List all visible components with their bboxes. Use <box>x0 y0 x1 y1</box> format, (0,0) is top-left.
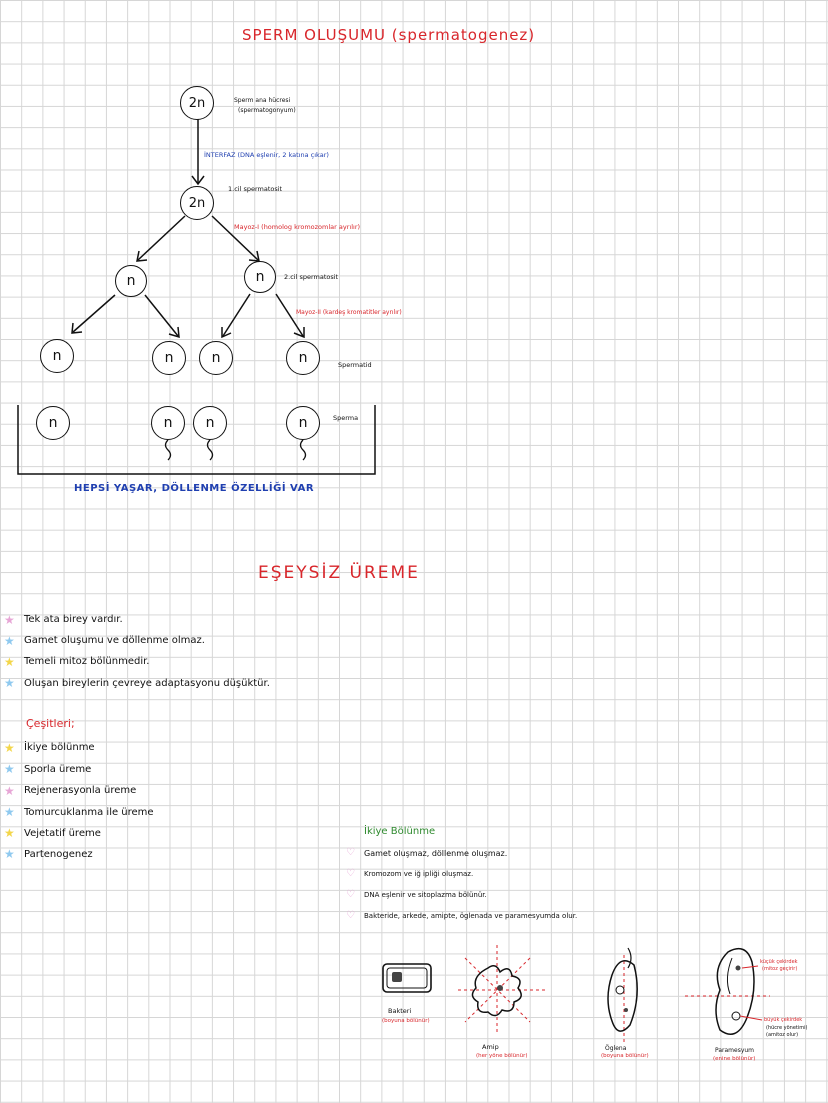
heart-icon: ♡ <box>346 868 355 879</box>
micronucleus-sublabel: (mitoz geçirir) <box>762 966 798 972</box>
binary-point-1: Gamet oluşmaz, döllenme oluşmaz. <box>364 849 508 858</box>
primary-spermatocyte-label: 1.cil spermatosit <box>228 185 283 193</box>
bacteria-icon <box>383 964 431 992</box>
sperm-2: n <box>151 406 185 440</box>
star-icon: ★ <box>4 634 15 648</box>
star-icon: ★ <box>4 762 15 776</box>
cell-secondary-spermatocyte-left: n <box>115 265 147 297</box>
cell-secondary-spermatocyte-right: n <box>244 261 276 293</box>
type-5: Vejetatif üreme <box>24 828 101 839</box>
star-icon: ★ <box>4 655 15 669</box>
binary-point-2: Kromozom ve iğ ipliği oluşmaz. <box>364 870 474 878</box>
asexual-title: EŞEYSİZ ÜREME <box>258 563 420 583</box>
meiosis-1-note: Mayoz-I (homolog kromozomlar ayrılır) <box>234 223 361 231</box>
type-1: İkiye bölünme <box>24 742 95 753</box>
spermatid-4: n <box>286 341 320 375</box>
spermatid-1: n <box>40 339 74 373</box>
heart-icon: ♡ <box>346 910 355 921</box>
sperm-footer: HEPSİ YAŞAR, DÖLLENME ÖZELLİĞİ VAR <box>74 483 315 494</box>
star-icon: ★ <box>4 613 15 627</box>
asexual-bullet-4: Oluşan bireylerin çevreye adaptasyonu düşüktür. <box>24 678 270 689</box>
spermatid-label: Spermatid <box>338 361 372 369</box>
types-title: Çeşitleri; <box>26 717 75 730</box>
type-2: Sporla üreme <box>24 764 92 775</box>
micronucleus-label: küçük çekirdek <box>760 959 798 965</box>
interphase-note: İNTERFAZ (DNA eşlenir, 2 katına çıkar) <box>204 151 329 159</box>
spermatogonium-label: Sperm ana hücresi <box>234 97 291 104</box>
sperm-1: n <box>36 406 70 440</box>
spermatid-3: n <box>199 341 233 375</box>
type-3: Rejenerasyonla üreme <box>24 785 137 796</box>
star-icon: ★ <box>4 805 15 819</box>
sperm-title: SPERM OLUŞUMU (spermatogenez) <box>242 26 536 44</box>
cell-primary-spermatocyte: 2n <box>180 186 214 220</box>
type-4: Tomurcuklanma ile üreme <box>24 807 154 818</box>
asexual-bullet-2: Gamet oluşumu ve döllenme olmaz. <box>24 635 205 646</box>
paramecium-name: Paramesyum <box>715 1047 755 1054</box>
bacteria-name: Bakteri <box>388 1007 412 1015</box>
heart-icon: ♡ <box>346 889 355 900</box>
star-icon: ★ <box>4 784 15 798</box>
heart-icon: ♡ <box>346 847 355 858</box>
spermatogonium-sublabel: (spermatogonyum) <box>238 107 296 114</box>
binary-title: İkiye Bölünme <box>364 826 436 837</box>
binary-point-3: DNA eşlenir ve sitoplazma bölünür. <box>364 891 487 899</box>
paramecium-icon <box>685 949 770 1035</box>
meiosis-2-note: Mayoz-II (kardeş kromatitler ayrılır) <box>296 309 402 316</box>
euglena-icon <box>608 948 637 1045</box>
star-icon: ★ <box>4 741 15 755</box>
macronucleus-sublabel-2: (amitoz olur) <box>766 1032 799 1038</box>
asexual-bullet-1: Tek ata birey vardır. <box>24 614 123 625</box>
amoeba-name: Amip <box>482 1043 499 1051</box>
euglena-name: Öglena <box>605 1045 627 1052</box>
amoeba-note: (her yöne bölünür) <box>476 1053 528 1059</box>
sperm-4: n <box>286 406 320 440</box>
star-icon: ★ <box>4 676 15 690</box>
euglena-note: (boyuna bölünür) <box>601 1053 649 1059</box>
sperm-label: Sperma <box>333 414 359 422</box>
asexual-bullet-3: Temeli mitoz bölünmedir. <box>24 656 150 667</box>
macronucleus-label: büyük çekirdek <box>764 1017 803 1023</box>
macronucleus-sublabel: (hücre yönetimi) <box>766 1025 808 1031</box>
star-icon: ★ <box>4 847 15 861</box>
sperm-3: n <box>193 406 227 440</box>
secondary-spermatocyte-label: 2.cil spermatosit <box>284 273 339 281</box>
amoeba-icon <box>458 945 545 1035</box>
spermatid-2: n <box>152 341 186 375</box>
paramecium-note: (enine bölünür) <box>713 1056 756 1062</box>
cell-spermatogonium: 2n <box>180 86 214 120</box>
binary-point-4: Bakteride, arkede, amipte, öglenada ve paramesyumda olur. <box>364 912 578 920</box>
type-6: Partenogenez <box>24 849 93 860</box>
bacteria-note: (boyuna bölünür) <box>382 1018 430 1024</box>
star-icon: ★ <box>4 826 15 840</box>
